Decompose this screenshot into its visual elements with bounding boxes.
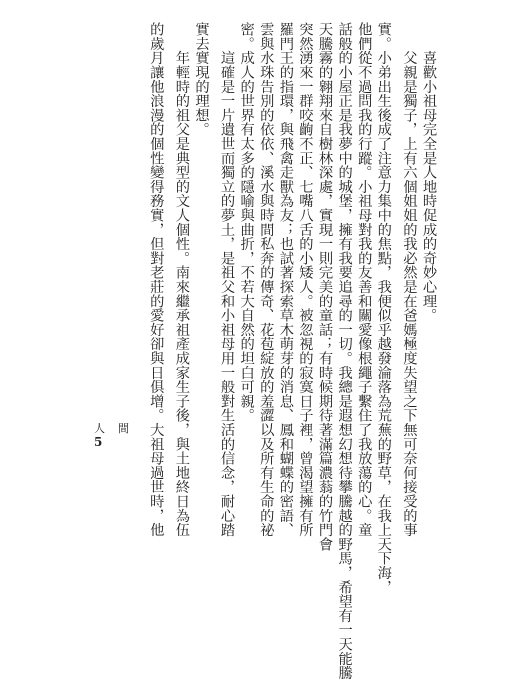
paragraph-line: 實。小弟出生後成了注意力集中的焦點，我便似乎越發淪落為荒蕪的野草，在我上天下海， <box>375 22 392 594</box>
paragraph-line: 突然湧來一群咬齣不正、七嘴八舌的小矮人。被忽視的寂寞日子裡，曾渴望擁有所 <box>297 22 314 537</box>
paragraph-line: 他們從不過問我的行蹤。小祖母對我的友善和關愛像根繩子繫住了我放蕩的心。童 <box>356 22 373 537</box>
paragraph-line: 喜歡小祖母完全是人地時促成的奇妙心理。 <box>421 22 437 323</box>
paragraph-line: 話般的小屋正是我夢中的城堡，擁有我要追尋的一切。我總是遐想幻想待攀騰越的野馬，希望有一天能騰 <box>336 22 353 680</box>
running-title: 人 間 <box>94 422 130 435</box>
paragraph-line: 父親是獨子，上有六個姐姐的我必然是在爸媽極度失望之下無可奈何接受的事 <box>401 22 418 537</box>
paragraph-line: 這確是一片遺世而獨立的夢土，是祖父和小祖母用一般對生活的信念，耐心踏 <box>219 22 236 537</box>
paragraph-line: 實去實現的理想。 <box>193 22 210 137</box>
paragraph-line: 雲與水珠告別的依依、溪水與時間私奔的傳奇、花苞綻放的羞澀以及所有生命的祕 <box>258 22 275 537</box>
paragraph-line: 的歲月讓他浪漫的個性變得務實，但對老莊的愛好卻與日俱增。大祖母過世時，他 <box>148 22 165 537</box>
paragraph-line: 年輕時的祖父是典型的文人個性。南來繼承祖產成家生子後，與土地終日為伍 <box>173 22 190 537</box>
page-footer <box>94 422 130 449</box>
paragraph-line: 羅門王的指環，與飛禽走獸為友；也試著探索草木萌芽的消息、鳳和蝴蝶的密語、 <box>277 22 294 537</box>
paragraph-line: 密。成人的世界有太多的隱喻與曲折，不若大自然的坦白可親。 <box>238 22 255 423</box>
page-number: 5 <box>94 435 103 449</box>
paragraph-line: 天騰霧的翱翔來自樹林深處，實現一則完美的童話；有時候期待著滿篇濃蓊的竹門會 <box>317 22 334 552</box>
body-text <box>146 22 438 680</box>
